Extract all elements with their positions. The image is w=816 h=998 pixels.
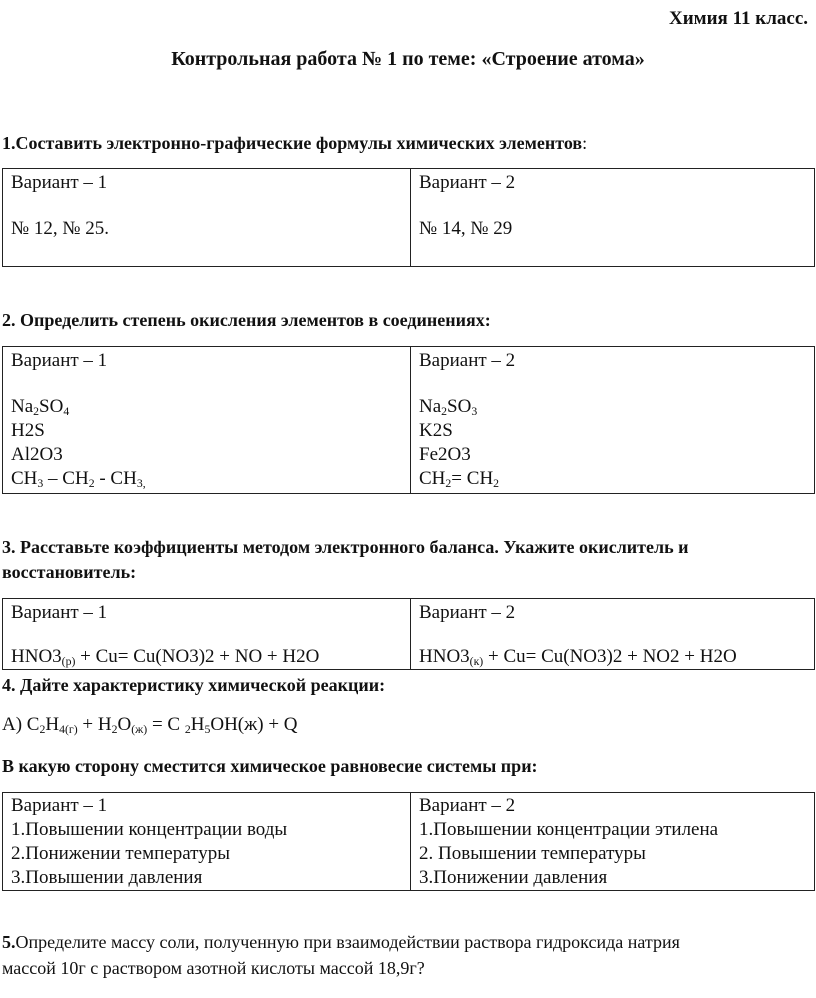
q3-variant-1-label: Вариант – 1: [11, 602, 108, 623]
question-1-table: [2, 168, 815, 267]
equilibrium-question: В какую сторону сместится химическое равновесие системы при:: [2, 756, 538, 776]
q4-variant-1-label: Вариант – 1: [11, 795, 108, 816]
question-2-text: 2. Определить степень окисления элементов в соединениях:: [2, 310, 491, 330]
q4-v2-condition-3: 3.Понижении давления: [419, 867, 608, 888]
question-1: [2, 133, 587, 154]
q4-variant-1-cell: [3, 793, 411, 891]
question-4-text: 4. Дайте характеристику химической реакции:: [2, 675, 386, 695]
question-4-reaction: А) $C_2H_{4(г)} + H_2O_{(ж)} = C$ $_2H_5OH(ж) + Q$: [2, 714, 298, 736]
q4-v1-condition-2: 2.Понижении температуры: [11, 843, 230, 864]
q4-variant-2-cell: [411, 793, 815, 891]
q2-variant-1-label: Вариант – 1: [11, 350, 108, 371]
q4-v2-condition-2: 2. Повышении температуры: [419, 843, 646, 864]
q4-v2-condition-1: 1.Повышении концентрации этилена: [419, 819, 719, 840]
page-title: Контрольная работа № 1 по теме: «Строение атома»: [171, 48, 645, 70]
q3-variant-2-label: Вариант – 2: [419, 602, 516, 623]
q1-variant-2-label: Вариант – 2: [419, 172, 516, 193]
q4-v1-condition-1: 1.Повышении концентрации воды: [11, 819, 288, 840]
question-5-text: Определите массу соли, полученную при взаимодействии раствора гидроксида натрия: [15, 932, 680, 952]
q1-variant-1-cell: [3, 169, 411, 267]
q2-variant-1-cell: [3, 347, 411, 494]
question-1-text: 1.Составить электронно-графические формулы химических элементов: [2, 133, 583, 153]
q2-variant-2-cell: [411, 347, 815, 494]
question-2-table: [2, 346, 815, 494]
question-3-line-2: восстановитель:: [2, 562, 137, 582]
question-3-line-1: 3. Расставьте коэффициенты методом электронного баланса. Укажите окислитель и: [2, 537, 689, 557]
question-3-table: [2, 598, 815, 670]
q2-v1-formula-h2s: H2S: [11, 420, 45, 441]
q2-v2-formula-k2s: K2S: [419, 420, 453, 441]
q3-variant-1-cell: [3, 599, 411, 670]
q4-v1-condition-3: 3.Повышении давления: [11, 867, 203, 888]
q2-v2-formula-fe2o3: Fe2O3: [419, 444, 471, 465]
question-5-number: 5.: [2, 932, 16, 952]
q1-variant-2-cell: [411, 169, 815, 267]
q2-v2-formula-ethylene: $CH_2= CH_2$: [419, 468, 500, 490]
q4-variant-2-label: Вариант – 2: [419, 795, 516, 816]
q3-variant-2-cell: [411, 599, 815, 670]
q1-variant-1-label: Вариант – 1: [11, 172, 108, 193]
q3-variant-2-equation: $HNO3_{(к)} + Cu= Cu(NO3)2 + NO2 + H2O$: [419, 646, 737, 668]
q2-v1-formula-na2so4: $Na_2SO_4$: [11, 396, 70, 418]
q2-v2-formula-na2so3: $Na_2SO_3$: [419, 396, 478, 418]
q1-variant-2-elements: № 14, № 29: [419, 218, 513, 239]
q2-v1-formula-al2o3: Al2O3: [11, 444, 63, 465]
q1-variant-1-elements: № 12, № 25.: [11, 218, 110, 239]
question-4-table: [2, 792, 815, 891]
q2-v1-formula-propane: $CH_3 - CH_2 - CH_{3,}$: [11, 468, 146, 490]
question-1-colon: :: [582, 133, 588, 153]
grade-heading: Химия 11 класс.: [668, 8, 808, 29]
question-5-line-1: [2, 932, 680, 953]
question-5-line-2: массой 10г с раствором азотной кислоты массой 18,9г?: [2, 958, 425, 978]
q3-variant-1-equation: $HNO3_{(р)} + Cu= Cu(NO3)2$ + NO + H2O: [11, 646, 320, 668]
q2-variant-2-label: Вариант – 2: [419, 350, 516, 371]
